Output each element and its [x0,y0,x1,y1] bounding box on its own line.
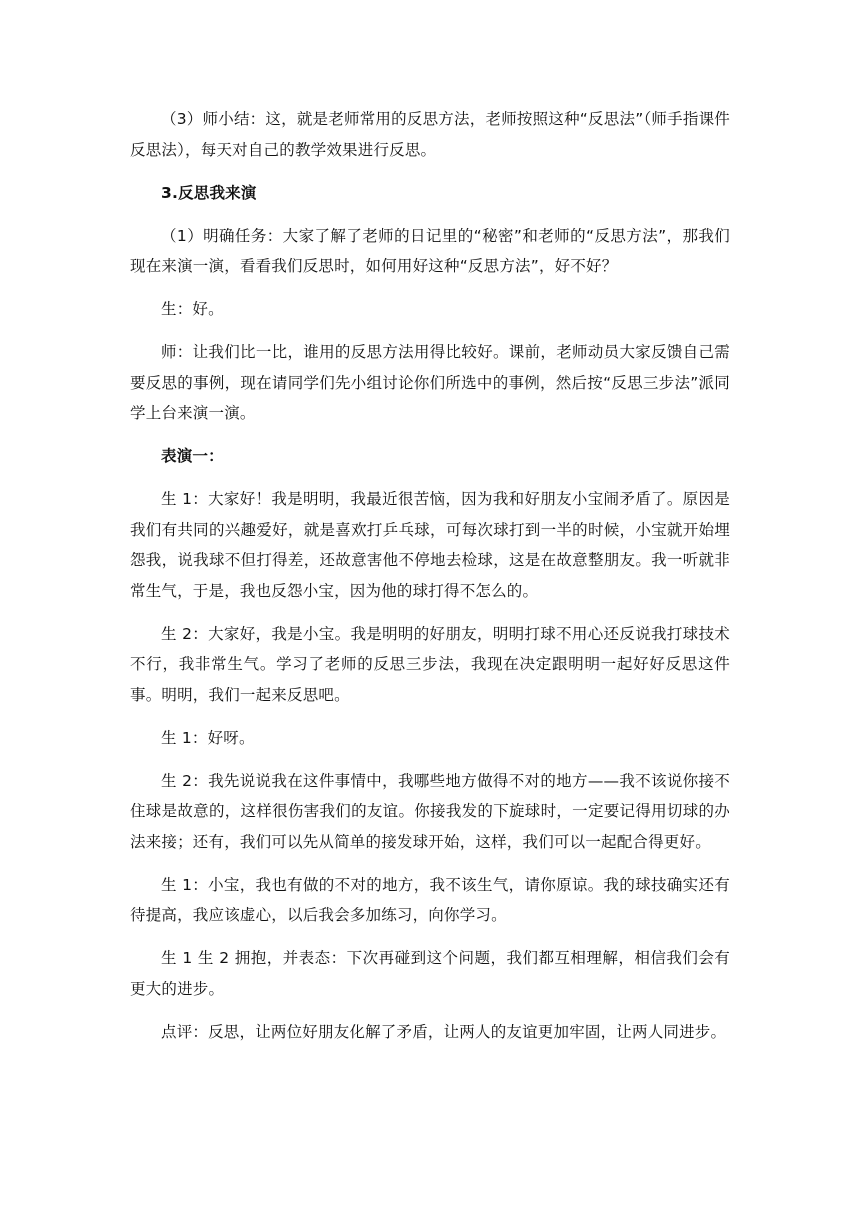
paragraph-task: （1）明确任务：大家了解了老师的日记里的“秘密”和老师的“反思方法”，那我们现在来演一演，看看我们反思时，如何用好这种“反思方法”，好不好？ [130,226,730,275]
paragraph-student2-reflection: 生 2：我先说说我在这件事情中，我哪些地方做得不对的地方——我不该说你接不住球是故意的，这样很伤害我们的友谊。你接我发的下旋球时，一定要记得用切球的办法来接；还有，我们可以先从简单的接发球开始，这样，我们可以一起配合得更好。 [130,771,730,851]
paragraph-student2-intro: 生 2：大家好，我是小宝。我是明明的好朋友，明明打球不用心还反说我打球技术不行，我非常生气。学习了老师的反思三步法，我现在决定跟明明一起好好反思这件事。明明，我们一起来反思吧。 [130,624,730,704]
paragraph-teacher-instruction: 师：让我们比一比，谁用的反思方法用得比较好。课前，老师动员大家反馈自己需要反思的事例，现在请同学们先小组讨论你们所选中的事例，然后按“反思三步法”派同学上台来演一演。 [130,343,730,422]
paragraph-comment: 点评：反思，让两位好朋友化解了矛盾，让两人的友谊更加牢固，让两人同进步。 [161,1022,727,1041]
paragraph-student1-agree: 生 1：好呀。 [161,728,255,747]
paragraph-teacher-summary: （3）师小结：这，就是老师常用的反思方法，老师按照这种“反思法”（师手指课件反思法），每天对自己的教学效果进行反思。 [130,110,730,159]
subheading-performance-one: 表演一： [161,447,224,465]
paragraph-student1-reflection: 生 1：小宝，我也有做的不对的地方，我不该生气，请你原谅。我的球技确实还有待提高，我应该虚心，以后我会多加练习，向你学习。 [130,875,730,924]
section-heading-reflection-act: 3.反思我来演 [161,183,257,202]
paragraph-student1-intro: 生 1：大家好！我是明明，我最近很苦恼，因为我和好朋友小宝闹矛盾了。原因是我们有共同的兴趣爱好，就是喜欢打乒乓球，可每次球打到一半的时候，小宝就开始埋怨我，说我球不但打得差，还故意害他不停地去检球，这是在故意整朋友。我一听就非常生气，于是，我也反怨小宝，因为他的球打得不怎么的。 [130,490,730,600]
document-body [130,104,730,1060]
paragraph-hug: 生 1 生 2 拥抱，并表态：下次再碰到这个问题，我们都互相理解，相信我们会有更大的进步。 [130,949,730,998]
paragraph-student-reply: 生：好。 [161,300,224,318]
